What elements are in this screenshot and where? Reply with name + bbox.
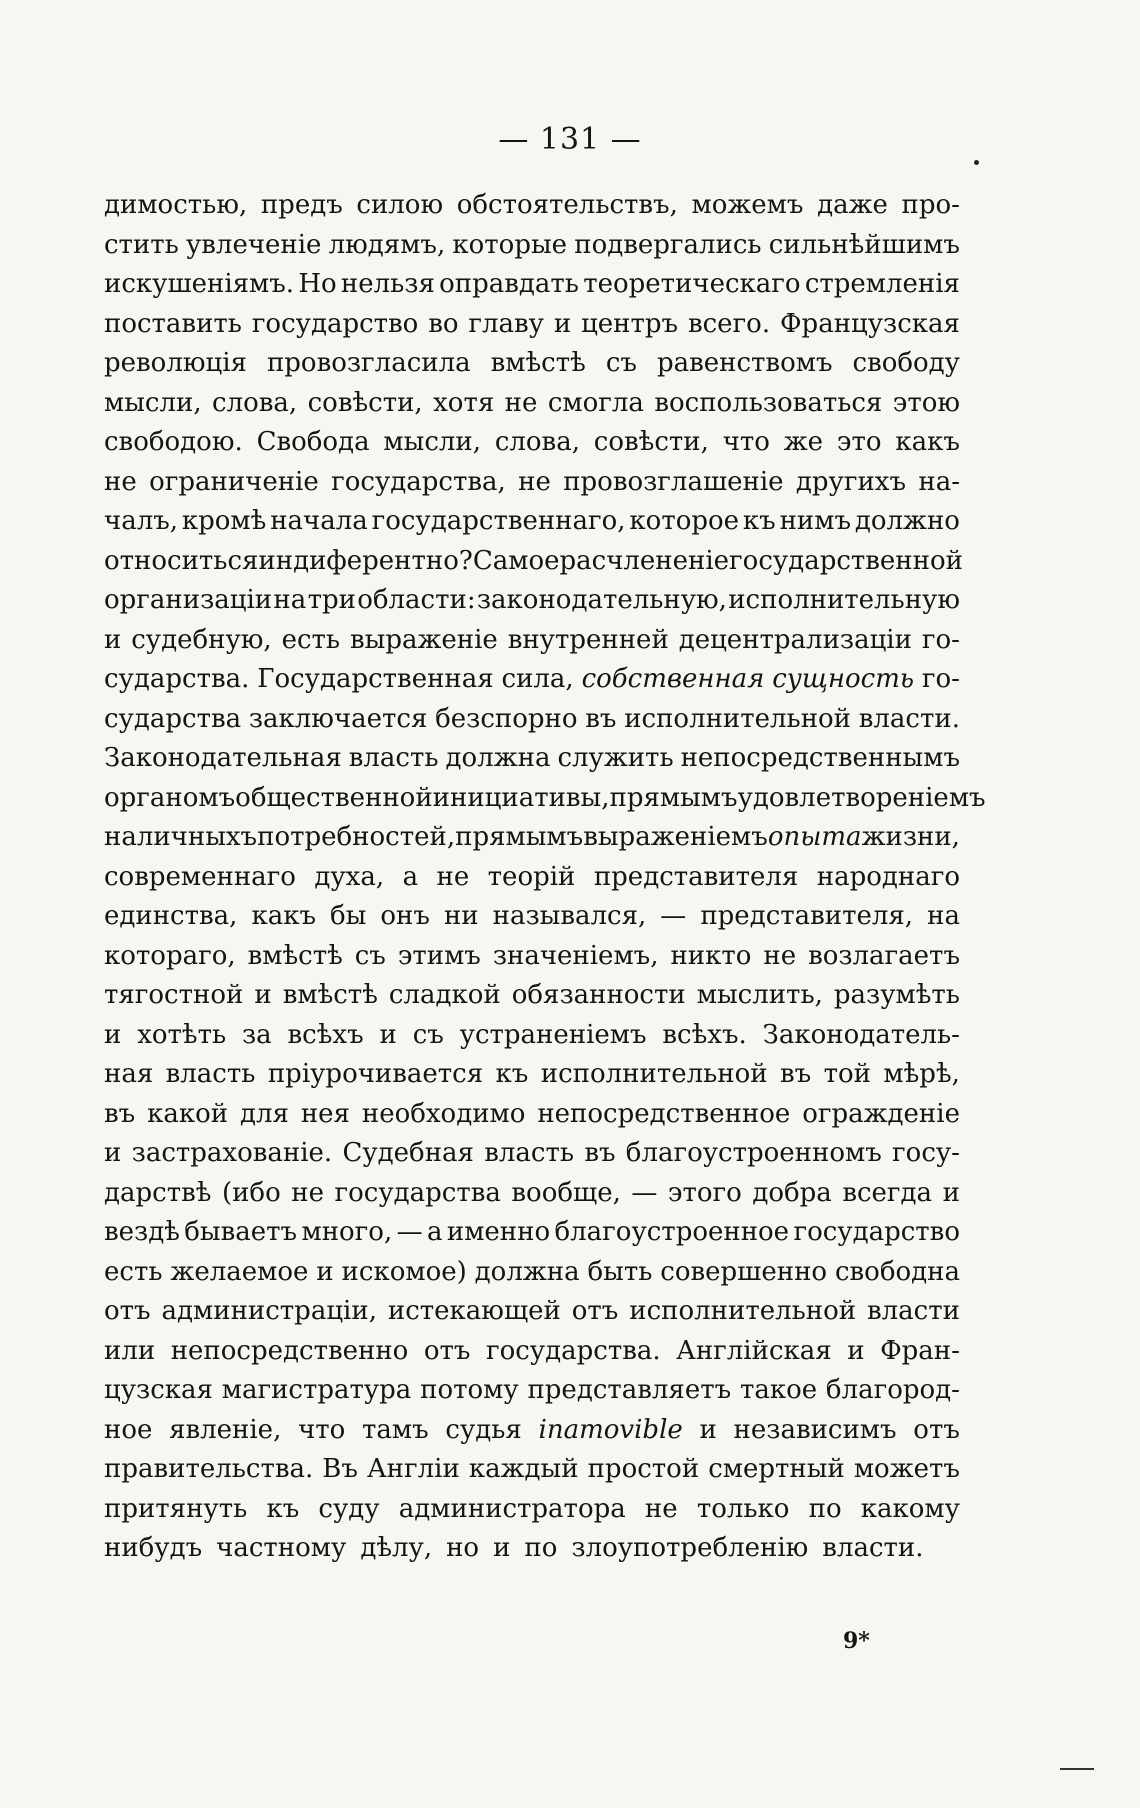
text-line: ная власть пріурочивается къ исполнительной въ той мѣрѣ, — [104, 1059, 960, 1089]
text-line: наличныхъ потребностей, прямымъ выраженіемъ опыта жизни, — [104, 822, 960, 852]
text-line: тягостной и вмѣстѣ сладкой обязанности мыслить, разумѣть — [104, 980, 960, 1010]
text-line: поставить государство во главу и центръ всего. Французская — [104, 308, 960, 339]
text-line: стить увлеченіе людямъ, которые подвергались сильнѣйшимъ — [104, 229, 960, 260]
text-line: вездѣ бываетъ много, — а именно благоустроенное государство — [104, 1217, 960, 1247]
text-line: революція провозгласила вмѣстѣ съ равенствомъ свободу — [104, 348, 960, 378]
text-line: дарствѣ (ибо не государства вообще, — этого добра всегда и — [104, 1177, 960, 1208]
text-line: сударства. Государственная сила, собственная сущность го- — [104, 664, 960, 694]
margin-mark — [1060, 1768, 1094, 1770]
text-line: димостью, предъ силою обстоятельствъ, можемъ даже про- — [104, 190, 960, 220]
text-line: организаціи на три области: законодательную, исполнительную — [104, 585, 960, 615]
text-line: органомъ общественной инициативы, прямымъ удовлетвореніемъ — [104, 782, 986, 813]
text-line: котораго, вмѣстѣ съ этимъ значеніемъ, никто не возлагаетъ — [104, 940, 960, 971]
text-line: цузская магистратура потому представляетъ такое благород- — [104, 1375, 960, 1405]
text-line: нибудъ частному дѣлу, но и по злоупотребленію власти. — [104, 1533, 924, 1563]
text-line: притянуть къ суду администратора не только по какому — [104, 1493, 960, 1524]
text-line: современнаго духа, а не теорій представителя народнаго — [104, 861, 960, 892]
text-line: не ограниченіе государства, не провозглашеніе другихъ на- — [104, 466, 960, 497]
text-line: единства, какъ бы онъ ни назывался, — представителя, на — [104, 901, 960, 931]
text-line: отъ администраціи, истекающей отъ исполнительной власти — [104, 1296, 960, 1326]
text-line: и хотѣть за всѣхъ и съ устраненіемъ всѣхъ. Законодатель- — [104, 1019, 960, 1050]
text-line: въ какой для нея необходимо непосредственное огражденіе — [104, 1098, 960, 1129]
text-line: или непосредственно отъ государства. Англійская и Фран- — [104, 1335, 960, 1366]
text-line: есть желаемое и искомое) должна быть совершенно свободна — [104, 1256, 960, 1287]
text-line: относиться индиферентно? Самое расчлененіе государственной — [104, 545, 963, 576]
text-line: и застрахованіе. Судебная власть въ благоустроенномъ госу- — [104, 1138, 960, 1168]
ink-speck — [974, 160, 979, 165]
text-line: искушеніямъ. Но нельзя оправдать теоретическаго стремленія — [104, 269, 960, 299]
text-line: свободою. Свобода мысли, слова, совѣсти, что же это какъ — [104, 427, 960, 457]
text-line: Законодательная власть должна служить непосредственнымъ — [104, 743, 960, 773]
text-line: мысли, слова, совѣсти, хотя не смогла воспользоваться этою — [104, 387, 960, 418]
page-number: — 131 — — [498, 122, 642, 157]
text-line: ное явленіе, что тамъ судья inamovible и независимъ отъ — [104, 1414, 960, 1445]
text-line: чалъ, кромѣ начала государственнаго, которое къ нимъ должно — [104, 506, 960, 536]
text-line: и судебную, есть выраженіе внутренней децентрализаціи го- — [104, 624, 960, 655]
text-line: сударства заключается безспорно въ исполнительной власти. — [104, 703, 960, 734]
signature-mark: 9* — [843, 1628, 870, 1654]
body-text — [104, 190, 986, 1573]
text-line: правительства. Въ Англіи каждый простой смертный можетъ — [104, 1454, 960, 1484]
